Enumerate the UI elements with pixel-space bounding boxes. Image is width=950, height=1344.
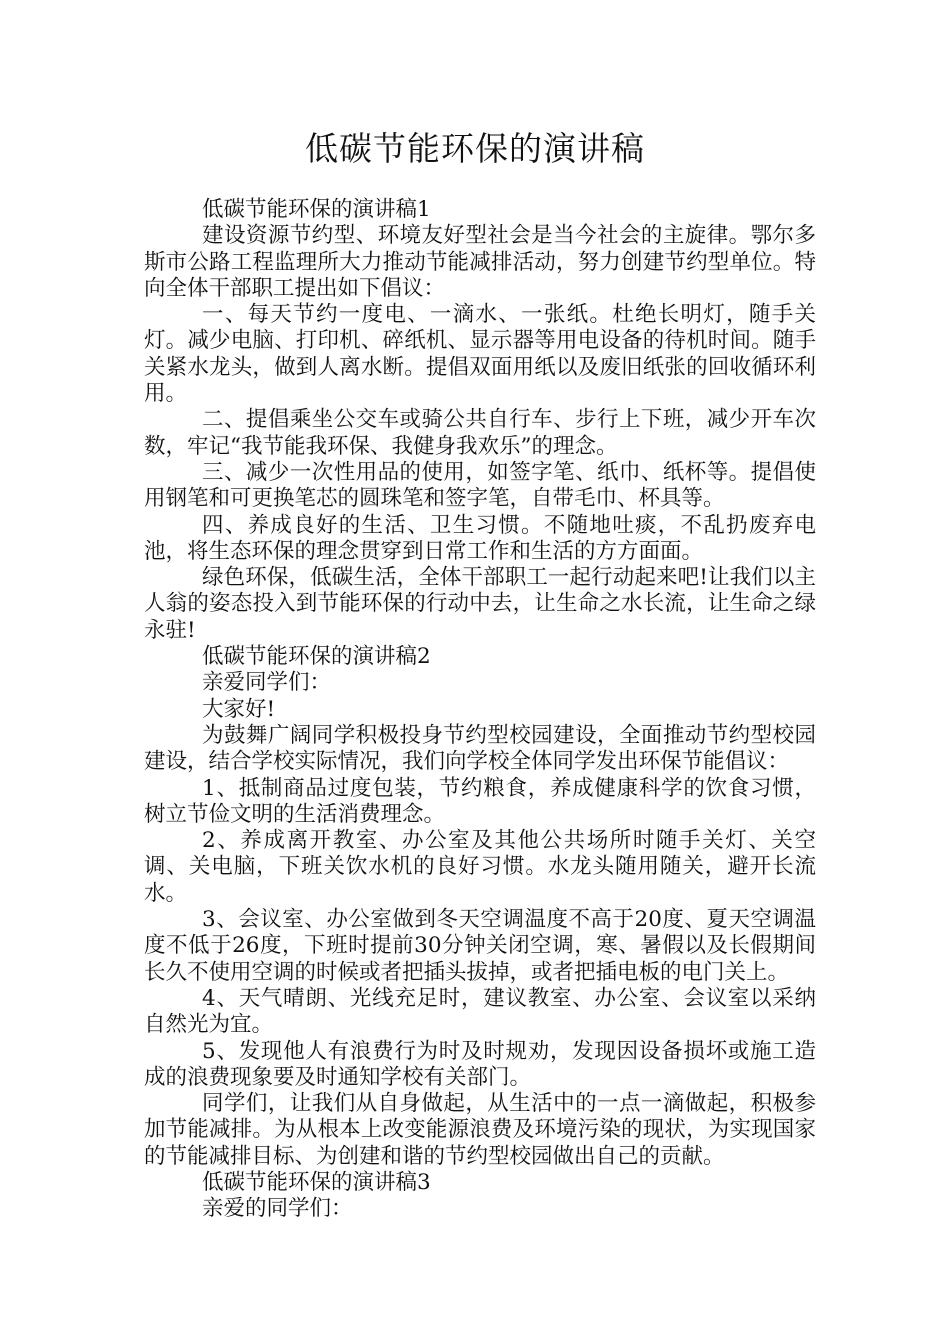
paragraph: 4、天气晴朗、光线充足时，建议教室、办公室、会议室以采纳自然光为宜。: [144, 985, 816, 1038]
greeting: 大家好!: [202, 696, 276, 722]
paragraph: 3、会议室、办公室做到冬天空调温度不高于20度、夏天空调温度不低于26度，下班时提前30分钟关闭空调，寒、暑假以及长假期间长久不使用空调的时候或者把插头拔掉，或者把插电板的电门关上。: [144, 907, 816, 985]
paragraph: 同学们，让我们从自身做起，从生活中的一点一滴做起，积极参加节能减排。为从根本上改变能源浪费及环境污染的现状，为实现国家的节能减排目标、为创建和谐的节约型校园做出自己的贡献。: [144, 1091, 816, 1169]
paragraph: 5、发现他人有浪费行为时及时规劝，发现因设备损坏或施工造成的浪费现象要及时通知学校有关部门。: [144, 1038, 816, 1090]
section-heading-1: 低碳节能环保的演讲稿1: [202, 197, 431, 222]
section-heading-3: 低碳节能环保的演讲稿3: [202, 1169, 431, 1195]
paragraph: 为鼓舞广阔同学积极投身节约型校园建设，全面推动节约型校园建设，结合学校实际情况，我们向学校全体同学发出环保节能倡议：: [144, 722, 816, 775]
paragraph: 2、养成离开教室、办公室及其他公共场所时随手关灯、关空调、关电脑，下班关饮水机的良好习惯。水龙头随用随关，避开长流水。: [144, 828, 816, 906]
salutation: 亲爱同学们：: [202, 670, 332, 696]
paragraph: 一、每天节约一度电、一滴水、一张纸。杜绝长明灯，随手关灯。减少电脑、打印机、碎纸机、显示器等用电设备的待机时间。随手关紧水龙头，做到人离水断。提倡双面用纸以及废旧纸张的回收循环利用。: [144, 302, 816, 407]
paragraph: 三、减少一次性用品的使用，如签字笔、纸巾、纸杯等。提倡使用钢笔和可更换笔芯的圆珠笔和签字笔，自带毛巾、杯具等。: [144, 459, 816, 512]
paragraph: 1、抵制商品过度包装，节约粮食，养成健康科学的饮食习惯，树立节俭文明的生活消费理念。: [144, 775, 816, 827]
document-body: [144, 197, 816, 1223]
paragraph: 绿色环保，低碳生活，全体干部职工一起行动起来吧!让我们以主人翁的姿态投入到节能环保的行动中去，让生命之水长流，让生命之绿永驻!: [144, 565, 816, 643]
paragraph: 建设资源节约型、环境友好型社会是当今社会的主旋律。鄂尔多斯市公路工程监理所大力推动节能减排活动，努力创建节约型单位。特向全体干部职工提出如下倡议：: [144, 223, 816, 301]
paragraph: 四、养成良好的生活、卫生习惯。不随地吐痰，不乱扔废弃电池，将生态环保的理念贯穿到日常工作和生活的方方面面。: [144, 512, 816, 564]
paragraph: 二、提倡乘坐公交车或骑公共自行车、步行上下班，减少开车次数，牢记“我节能我环保、我健身我欢乐”的理念。: [144, 407, 816, 459]
salutation: 亲爱的同学们：: [202, 1196, 353, 1222]
document-title: 低碳节能环保的演讲稿: [305, 129, 645, 168]
section-heading-2: 低碳节能环保的演讲稿2: [202, 644, 431, 670]
